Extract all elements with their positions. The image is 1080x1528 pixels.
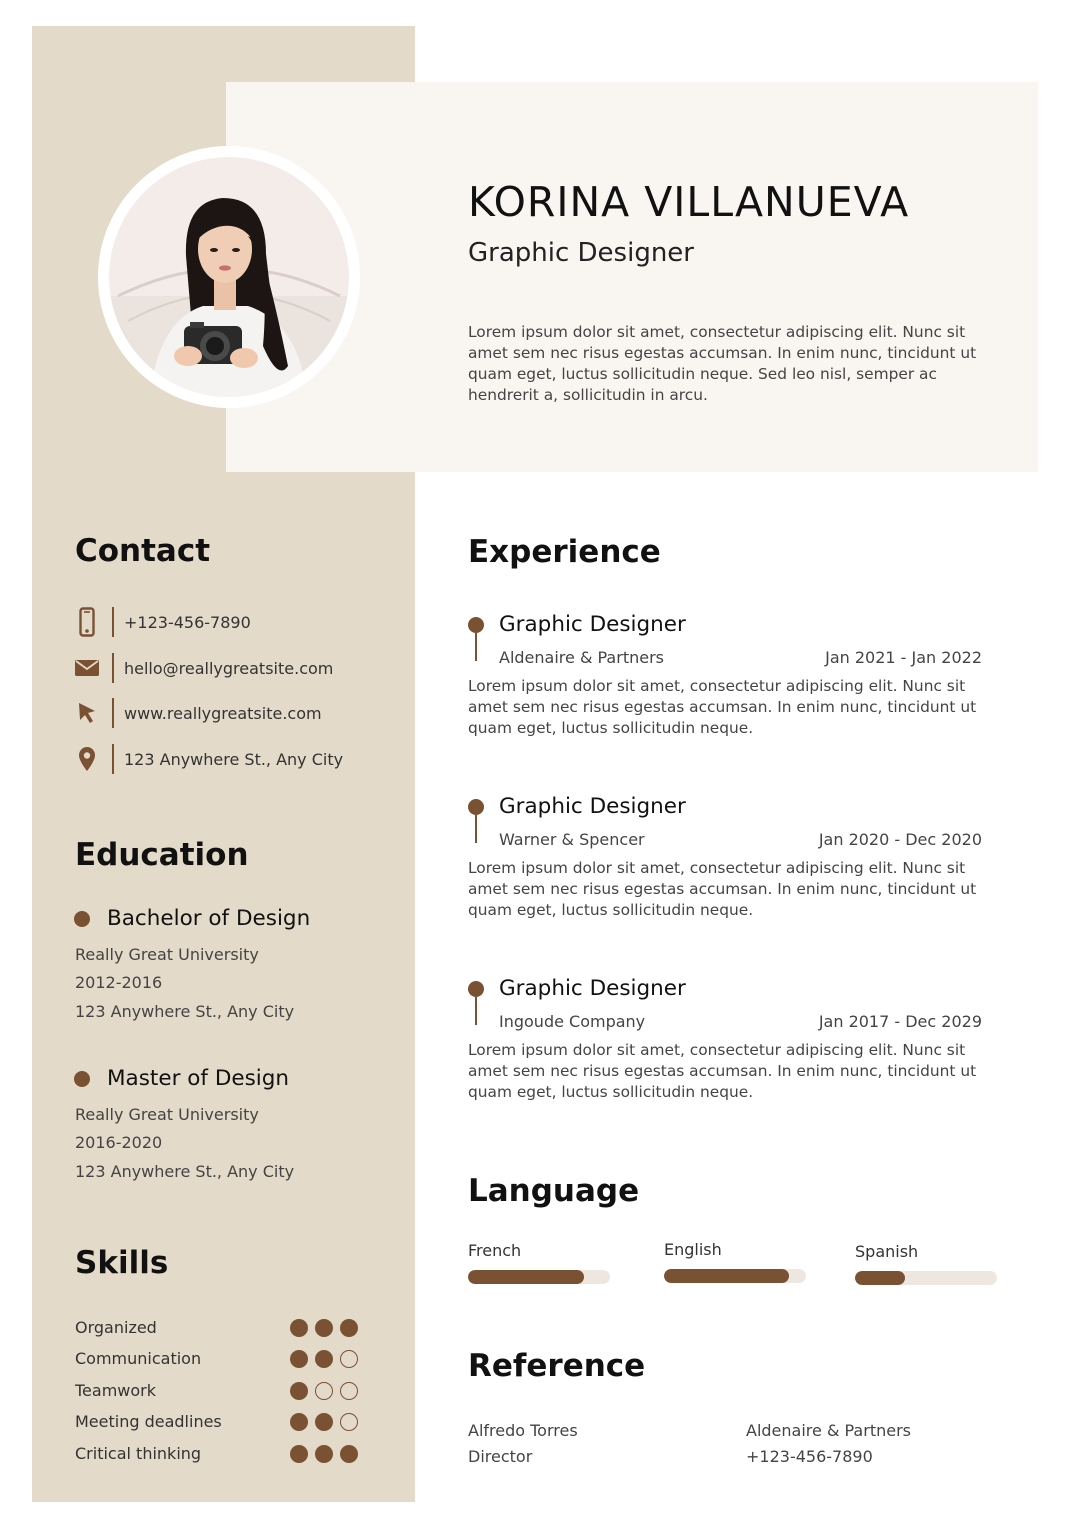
filled-circle-icon [340, 1319, 358, 1337]
empty-circle-icon [340, 1350, 358, 1368]
filled-circle-icon [340, 1445, 358, 1463]
timeline-pin-icon [468, 617, 485, 663]
job-title: Graphic Designer [499, 612, 686, 637]
experience-heading: Experience [468, 534, 661, 570]
job-description: Lorem ipsum dolor sit amet, consectetur adipiscing elit. Nunc sit amet sem nec risus egestas accumsan. In enim nunc, tincidunt ut quam eget, luctus sollicitudin neque. [468, 859, 977, 919]
skill-row [75, 1318, 358, 1337]
candidate-title: Graphic Designer [468, 238, 694, 268]
contact-separator [112, 607, 114, 637]
language-level-fill [468, 1270, 584, 1284]
timeline-pin-icon [468, 981, 485, 1027]
degree-label: Bachelor of Design [107, 906, 311, 931]
phone-icon [74, 607, 100, 637]
timeline-pin-icon [468, 799, 485, 845]
contact-address-row [74, 742, 343, 776]
filled-circle-icon [315, 1445, 333, 1463]
contact-phone[interactable]: +123-456-7890 [124, 612, 251, 632]
education-item-degree [74, 906, 310, 931]
cursor-icon [74, 698, 100, 728]
skill-name: Meeting deadlines [75, 1412, 222, 1431]
skill-rating [290, 1382, 358, 1400]
job-dates: Jan 2020 - Dec 2020 [818, 830, 982, 849]
contact-email[interactable]: hello@reallygreatsite.com [124, 658, 334, 678]
education-school: Really Great University [75, 945, 259, 964]
job-description: Lorem ipsum dolor sit amet, consectetur adipiscing elit. Nunc sit amet sem nec risus egestas accumsan. In enim nunc, tincidunt ut quam eget, luctus sollicitudin neque. [468, 1041, 977, 1101]
contact-email-row [74, 651, 333, 685]
skill-name: Communication [75, 1349, 202, 1368]
filled-circle-icon [290, 1319, 308, 1337]
skill-name: Critical thinking [75, 1444, 202, 1463]
envelope-icon [74, 653, 100, 683]
job-dates: Jan 2017 - Dec 2029 [818, 1012, 982, 1031]
language-item-french [468, 1241, 610, 1284]
skill-row [75, 1444, 358, 1463]
language-heading: Language [468, 1173, 640, 1209]
profile-summary: Lorem ipsum dolor sit amet, consectetur adipiscing elit. Nunc sit amet sem nec risus egestas accumsan. In enim nunc, tincidunt ut quam eget, luctus sollicitudin neque. Sed leo nisl, semper ac hendrerit a, sollicitudin in arcu. [468, 323, 977, 404]
contact-separator [112, 698, 114, 728]
filled-circle-icon [315, 1319, 333, 1337]
language-name: French [468, 1241, 522, 1260]
skill-rating [290, 1350, 358, 1368]
education-years: 2016-2020 [75, 1133, 163, 1152]
language-item-spanish [855, 1242, 997, 1285]
location-pin-icon [74, 744, 100, 774]
degree-label: Master of Design [107, 1066, 290, 1091]
reference-company: Aldenaire & Partners [746, 1421, 911, 1440]
candidate-name: KORINA VILLANUEVA [468, 178, 910, 226]
language-level-bar [855, 1271, 997, 1285]
filled-circle-icon [290, 1413, 308, 1431]
skill-row [75, 1412, 358, 1431]
job-title: Graphic Designer [499, 976, 686, 1001]
education-address: 123 Anywhere St., Any City [75, 1162, 295, 1181]
skill-row [75, 1381, 358, 1400]
filled-circle-icon [315, 1350, 333, 1368]
language-item-english [664, 1240, 806, 1283]
education-school: Really Great University [75, 1105, 259, 1124]
education-years: 2012-2016 [75, 973, 163, 992]
job-title: Graphic Designer [499, 794, 686, 819]
language-level-fill [855, 1271, 905, 1285]
reference-position: Director [468, 1447, 533, 1466]
job-company: Warner & Spencer [499, 830, 645, 849]
contact-phone-row [74, 605, 251, 639]
skill-rating [290, 1445, 358, 1463]
contact-website[interactable]: www.reallygreatsite.com [124, 703, 322, 723]
filled-circle-icon [290, 1350, 308, 1368]
skills-heading: Skills [75, 1245, 169, 1281]
language-level-bar [468, 1270, 610, 1284]
skill-rating [290, 1319, 358, 1337]
skill-row [75, 1349, 358, 1368]
job-company: Ingoude Company [499, 1012, 646, 1031]
contact-separator [112, 744, 114, 774]
language-name: Spanish [855, 1242, 919, 1261]
job-company: Aldenaire & Partners [499, 648, 664, 667]
language-name: English [664, 1240, 722, 1259]
contact-separator [112, 653, 114, 683]
language-level-bar [664, 1269, 806, 1283]
empty-circle-icon [340, 1382, 358, 1400]
education-address: 123 Anywhere St., Any City [75, 1002, 295, 1021]
education-heading: Education [75, 837, 249, 873]
language-level-fill [664, 1269, 789, 1283]
empty-circle-icon [340, 1413, 358, 1431]
filled-circle-icon [315, 1413, 333, 1431]
empty-circle-icon [315, 1382, 333, 1400]
reference-heading: Reference [468, 1348, 646, 1384]
bullet-dot [74, 1071, 90, 1087]
profile-photo [98, 146, 360, 408]
job-description: Lorem ipsum dolor sit amet, consectetur adipiscing elit. Nunc sit amet sem nec risus egestas accumsan. In enim nunc, tincidunt ut quam eget, luctus sollicitudin neque. [468, 677, 977, 737]
reference-name: Alfredo Torres [468, 1421, 578, 1440]
education-item-degree [74, 1066, 289, 1091]
skill-name: Organized [75, 1318, 157, 1337]
contact-address: 123 Anywhere St., Any City [124, 749, 344, 769]
job-dates: Jan 2021 - Jan 2022 [825, 648, 982, 667]
contact-heading: Contact [75, 533, 211, 569]
skill-name: Teamwork [75, 1381, 157, 1400]
reference-phone[interactable]: +123-456-7890 [746, 1447, 873, 1466]
filled-circle-icon [290, 1445, 308, 1463]
filled-circle-icon [290, 1382, 308, 1400]
skill-rating [290, 1413, 358, 1431]
contact-website-row [74, 696, 322, 730]
bullet-dot [74, 911, 90, 927]
